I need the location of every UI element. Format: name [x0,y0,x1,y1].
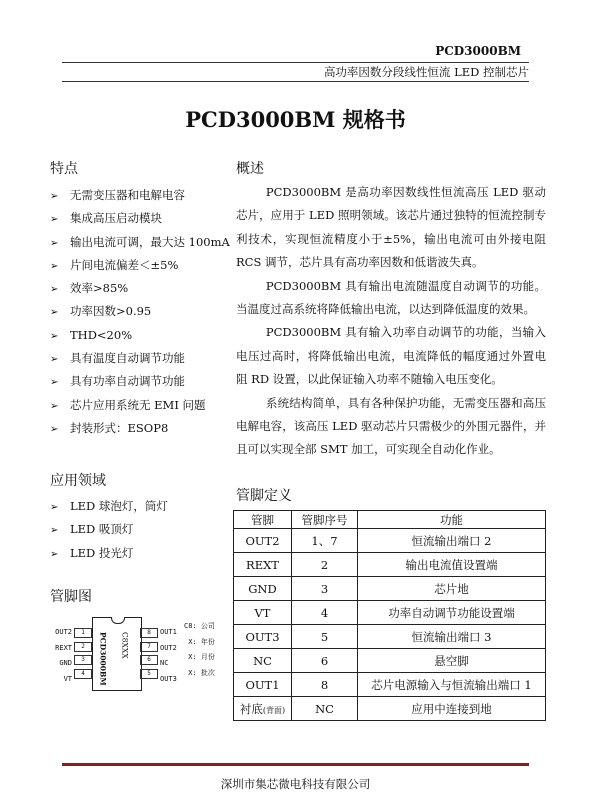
bullet-arrow-icon: ➢ [50,354,59,366]
features-heading: 特点 [50,161,78,177]
chip-left-pins: 1 2 3 4 [74,625,92,682]
table-header-row [234,511,546,529]
table-row: NC 6 悬空脚 [234,649,546,673]
header-rule-bottom [62,81,529,82]
table-row: 衬底(背面) NC 应用中连接到地 [234,697,546,721]
table-header-cell: 管脚 [234,511,292,529]
table-row: REXT 2 输出电流值设置端 [234,553,546,577]
feature-item: ➢ 芯片应用系统无 EMI 问题 [50,397,230,420]
bullet-arrow-icon: ➢ [50,377,59,389]
chip-code: C8XXX [120,632,130,659]
chip-legend: C8: 公司 X: 年份 X: 月份 X: 批次 [184,622,215,677]
chip-left-pin-names: OUT2 REXT GND VT [55,628,72,683]
table-row: OUT3 5 恒流输出端口 3 [234,625,546,649]
overview-paragraph: 系统结构简单，具有各种保护功能，无需变压器和高压电解电容，该高压 LED 驱动芯片只需极少的外围元器件，并且可以实现全部 SMT 加工，可实现全自动化作业。 [236,395,546,457]
table-row: VT 4 功率自动调节功能设置端 [234,601,546,625]
overview-paragraph: PCD3000BM 具有输入功率自动调节的功能，当输入电压过高时，将降低输出电流，电流降低的幅度通过外置电阻 RD 设置，以此保证输入功率不随输入电压变化。 [236,325,546,387]
bullet-arrow-icon: ➢ [50,548,59,560]
feature-item: ➢ 片间电流偏差＜±5% [50,257,230,280]
chip-right-pins: 8 7 6 5 [140,625,158,682]
application-item: ➢ LED 球泡灯，筒灯 [50,498,168,521]
chip-notch-icon [111,617,125,624]
bullet-arrow-icon: ➢ [50,260,59,272]
features-list [50,187,230,443]
bullet-arrow-icon: ➢ [50,400,59,412]
bullet-arrow-icon: ➢ [50,423,59,435]
feature-item: ➢ 具有功率自动调节功能 [50,373,230,396]
feature-item: ➢ THD<20% [50,327,230,350]
header-subtitle: 高功率因数分段线性恒流 LED 控制芯片 [323,65,529,79]
table-row: OUT1 8 芯片电源输入与恒流输出端口 1 [234,673,546,697]
chip-body [92,617,142,691]
table-header-cell: 功能 [358,511,546,529]
bullet-arrow-icon: ➢ [50,284,59,296]
pinout-diagram [52,613,232,693]
application-item: ➢ LED 吸顶灯 [50,521,168,544]
overview-paragraph: PCD3000BM 是高功率因数线性恒流高压 LED 驱动芯片，应用于 LED 照明领域。该芯片通过独特的恒流控制专利技术，实现恒流精度小于±5%，输出电流可由外接电阻 RCS 调节，芯片具有高功率因数和低谐波失真。 [236,185,546,270]
pinout-heading: 管脚图 [50,589,92,605]
bullet-arrow-icon: ➢ [50,502,59,513]
bullet-arrow-icon: ➢ [50,214,59,226]
pin-table-heading: 管脚定义 [236,488,292,504]
application-item: ➢ LED 投光灯 [50,545,168,568]
feature-item: ➢ 集成高压启动模块 [50,210,230,233]
feature-item: ➢ 无需变压器和电解电容 [50,187,230,210]
footer-company: 深圳市集芯微电科技有限公司 [220,777,371,791]
pin-note: (背面) [262,705,286,715]
pin-definition-table [233,510,546,721]
chip-label: PCD3000BM [98,632,108,686]
feature-item: ➢ 具有温度自动调节功能 [50,350,230,373]
table-row: OUT2 1、7 恒流输出端口 2 [234,529,546,553]
feature-item: ➢ 输出电流可调，最大达 100mA [50,234,230,257]
applications-heading: 应用领域 [50,473,106,489]
bullet-arrow-icon: ➢ [50,307,59,319]
document-title: PCD3000BM 规格书 [185,107,406,132]
overview-paragraph: PCD3000BM 具有输出电流随温度自动调节的功能。当温度过高系统将降低输出电流，以达到降低温度的效果。 [236,278,546,317]
header-rule-top [62,62,529,63]
table-row: GND 3 芯片地 [234,577,546,601]
overview-text [236,181,546,462]
table-header-cell: 管脚序号 [292,511,358,529]
bullet-arrow-icon: ➢ [50,191,59,202]
bullet-arrow-icon: ➢ [50,237,59,249]
feature-item: ➢ 功率因数>0.95 [50,303,230,326]
chip-right-pin-names: OUT1 OUT2 NC OUT3 [160,628,177,683]
overview-heading: 概述 [236,161,264,177]
header-model: PCD3000BM [435,44,521,58]
feature-item: ➢ 效率>85% [50,280,230,303]
footer-rule [62,763,529,766]
bullet-arrow-icon: ➢ [50,525,59,537]
feature-item: ➢ 封装形式：ESOP8 [50,420,230,443]
bullet-arrow-icon: ➢ [50,330,59,342]
applications-list [50,498,168,568]
